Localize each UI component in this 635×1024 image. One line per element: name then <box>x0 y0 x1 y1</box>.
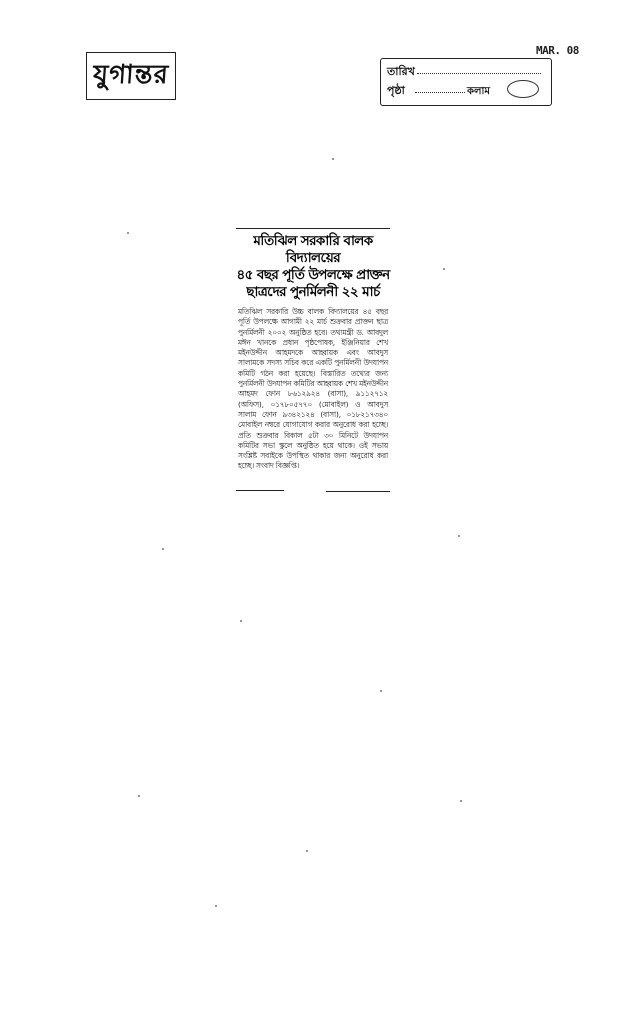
scan-speck <box>306 850 308 852</box>
scan-speck <box>443 268 445 270</box>
headline-line-1: মতিঝিল সরকারি বালক বিদ্যালয়ের <box>253 233 373 266</box>
news-article <box>236 228 390 492</box>
stamp-page-label: পৃষ্ঠা <box>387 84 405 97</box>
scan-speck <box>460 800 462 802</box>
handwritten-mark <box>507 80 539 98</box>
newspaper-name: যুগান্তর <box>92 60 171 90</box>
bottom-rule-left <box>236 490 284 492</box>
article-top-rule <box>236 228 390 229</box>
stamp-page-row <box>387 82 545 101</box>
scan-speck <box>332 158 334 160</box>
article-body: মতিঝিল সরকারি উচ্চ বালক বিদ্যালয়ের ৪৫ বছর পূর্তি উপলক্ষে আগামী ২২ মার্চ শুক্রবার প্রাক্তন ছাত্র পুনর্মিলনী ২০০২ অনুষ্ঠিত হবে। তথ্যমন্ত্রী ড. আবদুল মঈন খানকে প্রধান পৃষ্ঠপোষক, ইঞ্জিনিয়ার শেখ মইনউদ্দীন আহমদকে আহ্বায়ক এবং আবদুস সালামকে সদস্য সচিব করে একটি পুনর্মিলনী উদযাপন কমিটি গঠন করা হয়েছে। বিস্তারিত তথ্যের জন্য পুনর্মিলনী উদযাপন কমিটির আহ্বায়ক শেখ মইনউদ্দীন আহমদ ফোন ৮৬১২৯২৪ (বাসা), ৯১১২৭১২ (অফিস), ০১৭৮০৫৭৭০ (মোবাইল) ও আবদুস সালাম ফোন ৯৩৪২১২৪ (বাসা), ০১৮২১৭৩৪০ মোবাইল নম্বরে যোগাযোগ করার অনুরোধ করা হচ্ছে। প্রতি শুক্রবার বিকাল ৫টা ৩০ মিনিটে উদযাপন কমিটির সভা স্কুলে অনুষ্ঠিত হয়ে থাকে। ওই সভায় সংশ্লিষ্ট সবাইকে উপস্থিত থাকার জন্য অনুরোধ করা হচ্ছে। সংবাদ বিজ্ঞপ্তি। <box>238 307 388 471</box>
stamp-column-label: কলাম <box>465 84 492 101</box>
headline-line-2: ৪৫ বছর পূর্তি উপলক্ষে প্রাক্তন <box>236 267 390 283</box>
scan-speck <box>215 905 217 907</box>
masthead-stamp <box>86 52 176 100</box>
article-bottom-rule <box>236 490 390 492</box>
bottom-rule-right <box>326 491 390 492</box>
date-text: MAR. 08 <box>536 44 579 57</box>
scan-speck <box>458 535 460 537</box>
scan-speck <box>162 548 164 550</box>
scan-speck <box>127 232 129 234</box>
scan-speck <box>138 795 140 797</box>
scan-speck <box>240 620 242 622</box>
headline-line-3: ছাত্রদের পুনর্মিলনী ২২ মার্চ <box>246 284 380 300</box>
stamp-date-line <box>417 73 541 74</box>
article-headline <box>236 233 390 301</box>
stamp-date-label: তারিখ <box>387 65 415 78</box>
clipping-stamp <box>380 58 552 106</box>
scan-speck <box>380 690 382 692</box>
